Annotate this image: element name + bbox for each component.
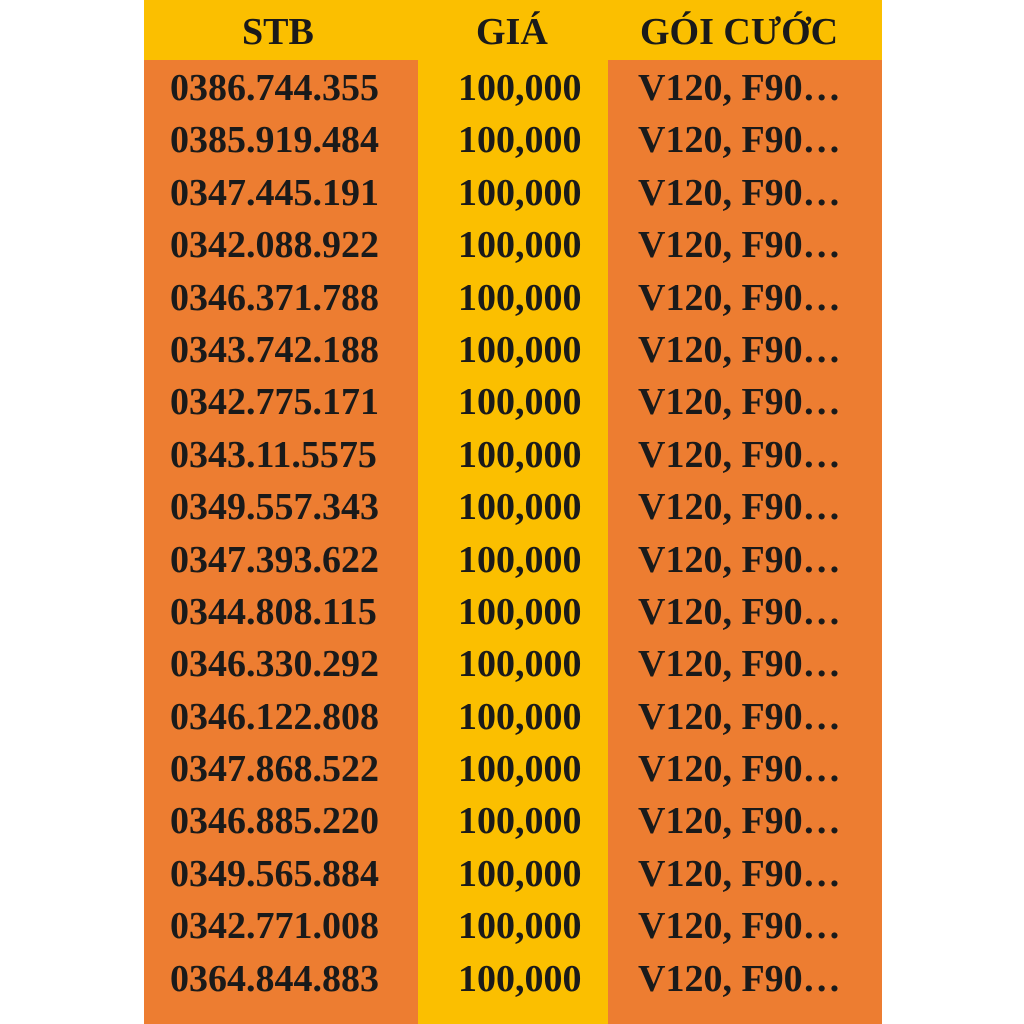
price-cell: 100,000 (458, 224, 582, 267)
price-cell: 100,000 (458, 381, 582, 424)
package-cell: V120, F90… (638, 538, 841, 581)
table-row (144, 322, 882, 374)
price-cell: 100,000 (458, 486, 582, 529)
phone-number-cell: 0342.775.171 (170, 381, 379, 424)
table-row (144, 951, 882, 1003)
price-cell: 100,000 (458, 800, 582, 843)
phone-number-cell: 0342.771.008 (170, 905, 379, 948)
table-row (144, 112, 882, 164)
package-cell: V120, F90… (638, 486, 841, 529)
price-cell: 100,000 (458, 67, 582, 109)
package-cell: V120, F90… (638, 328, 841, 371)
table-row (144, 689, 882, 741)
package-cell: V120, F90… (638, 748, 841, 791)
price-cell: 100,000 (458, 852, 582, 895)
phone-number-cell: 0343.742.188 (170, 328, 379, 371)
price-cell: 100,000 (458, 957, 582, 1000)
package-cell: V120, F90… (638, 905, 841, 948)
phone-number-cell: 0346.371.788 (170, 276, 379, 319)
phone-number-cell: 0364.844.883 (170, 957, 379, 1000)
price-list-sheet (144, 0, 882, 1024)
price-cell: 100,000 (458, 590, 582, 633)
phone-number-cell: 0346.330.292 (170, 643, 379, 686)
table-row (144, 636, 882, 688)
price-cell: 100,000 (458, 695, 582, 738)
table-row (144, 479, 882, 531)
phone-number-cell: 0349.557.343 (170, 486, 379, 529)
header-gia: GIÁ (476, 11, 548, 53)
package-cell: V120, F90… (638, 224, 841, 267)
header-stb: STB (242, 11, 314, 53)
table-row (144, 427, 882, 479)
phone-number-cell: 0347.445.191 (170, 171, 379, 214)
table-row (144, 270, 882, 322)
package-cell: V120, F90… (638, 119, 841, 162)
table-row (144, 898, 882, 950)
package-cell: V120, F90… (638, 643, 841, 686)
table-row (144, 532, 882, 584)
package-cell: V120, F90… (638, 590, 841, 633)
table-body (144, 60, 882, 1003)
table-row (144, 374, 882, 426)
phone-number-cell: 0385.919.484 (170, 119, 379, 162)
price-cell: 100,000 (458, 748, 582, 791)
package-cell: V120, F90… (638, 276, 841, 319)
price-cell: 100,000 (458, 119, 582, 162)
table-row (144, 793, 882, 845)
phone-number-cell: 0347.393.622 (170, 538, 379, 581)
price-cell: 100,000 (458, 171, 582, 214)
phone-number-cell: 0347.868.522 (170, 748, 379, 791)
package-cell: V120, F90… (638, 433, 841, 476)
price-cell: 100,000 (458, 905, 582, 948)
table-row (144, 846, 882, 898)
table-row (144, 741, 882, 793)
phone-number-cell: 0344.808.115 (170, 590, 377, 633)
price-cell: 100,000 (458, 643, 582, 686)
price-cell: 100,000 (458, 433, 582, 476)
package-cell: V120, F90… (638, 957, 841, 1000)
phone-number-cell: 0342.088.922 (170, 224, 379, 267)
table-row (144, 217, 882, 269)
phone-number-cell: 0349.565.884 (170, 852, 379, 895)
package-cell: V120, F90… (638, 852, 841, 895)
table-row (144, 584, 882, 636)
price-cell: 100,000 (458, 328, 582, 371)
package-cell: V120, F90… (638, 171, 841, 214)
table-header (144, 0, 882, 60)
phone-number-cell: 0346.885.220 (170, 800, 379, 843)
phone-number-cell: 0346.122.808 (170, 695, 379, 738)
price-cell: 100,000 (458, 276, 582, 319)
table-row (144, 165, 882, 217)
table-row (144, 60, 882, 112)
package-cell: V120, F90… (638, 381, 841, 424)
package-cell: V120, F90… (638, 800, 841, 843)
package-cell: V120, F90… (638, 67, 841, 109)
phone-number-cell: 0386.744.355 (170, 67, 379, 109)
package-cell: V120, F90… (638, 695, 841, 738)
header-goi-cuoc: GÓI CƯỚC (640, 11, 839, 53)
price-cell: 100,000 (458, 538, 582, 581)
phone-number-cell: 0343.11.5575 (170, 433, 377, 476)
